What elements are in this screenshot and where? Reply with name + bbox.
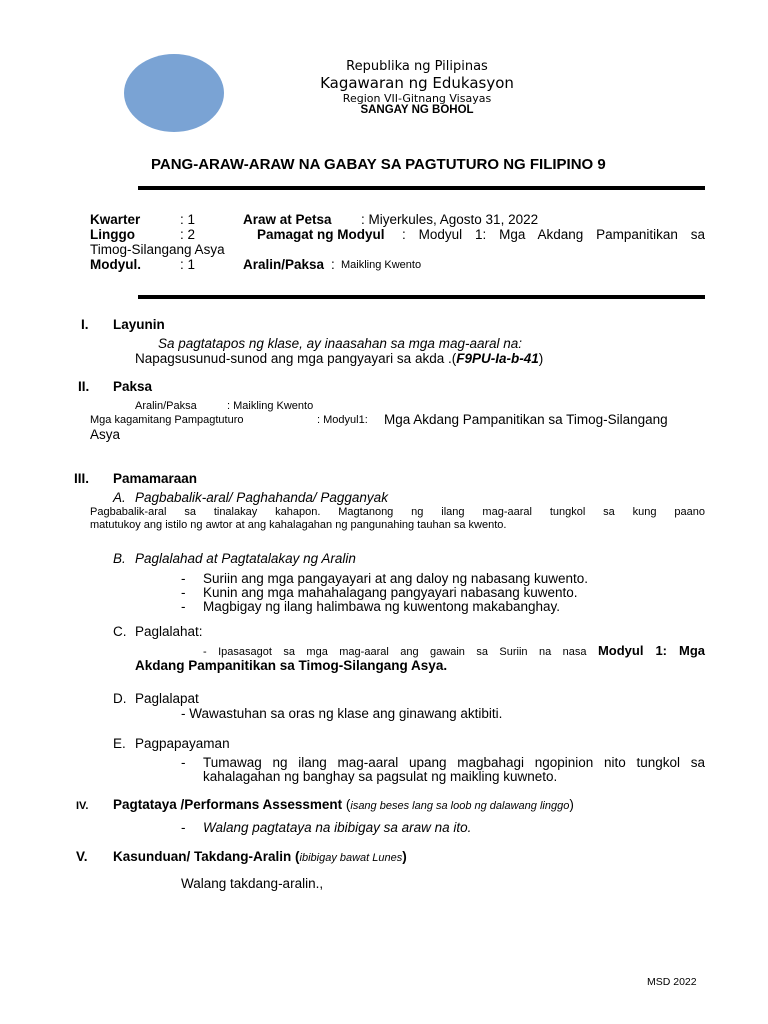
footer-text: MSD 2022 [647,976,697,988]
step-a-title: Pagbabalik-aral/ Paghahanda/ Pagganyak [135,490,388,505]
layunin-text: Napagsusunud-sunod ang mga pangyayari sa akda .( [135,351,457,366]
section-heading-pamamaraan: Pamamaraan [113,471,198,486]
step-a-text-cont: matutukoy ang istilo ng awtor at ang kahalagahan ng pangunahing tauhan sa kwento. [90,519,507,531]
step-d-title: Paglalapat [135,691,199,706]
header-republic: Republika ng Pilipinas [346,59,488,74]
open-paren: ( [345,797,351,812]
step-d-text: - Wawastuhan sa oras ng klase ang ginawang aktibiti. [181,706,503,721]
header-division: SANGAY NG BOHOL [360,104,474,116]
kagamitan-value: Mga Akdang Pampanitikan sa Timog-Silangang [384,412,668,427]
section-number: V. [76,849,88,864]
kagamitan-colon: : Modyul1: [317,414,368,426]
step-b-title: Paglalahad at Pagtatalakay ng Aralin [135,551,356,566]
pagtataya-title: Pagtataya /Performans Assessment [113,797,343,812]
paksa-aralin-value: : Maikling Kwento [227,400,314,412]
kwarter-label: Kwarter [90,212,141,227]
kasunduan-text: Walang takdang-aralin., [181,876,324,891]
bullet-dash: - [181,599,186,614]
aralin-colon: : [331,257,335,272]
list-item: Kunin ang mga mahahalagang pangyayari nabasang kuwento. [203,585,578,600]
list-item: Suriin ang mga pangayayari at ang daloy ng nabasang kuwento. [203,571,589,586]
section-heading-paksa: Paksa [113,379,153,394]
competency-code: F9PU-Ia-b-41 [456,351,539,366]
step-c-module-title: Akdang Pampanitikan sa Timog-Silangang Asya. [135,658,448,673]
layunin-objective [135,351,543,366]
bullet-dash: - [181,820,186,835]
step-e-text: Tumawag ng ilang mag-aaral upang magbahagi ngopinion nito tungkol sa [203,755,705,770]
modyul-label: Modyul. [90,257,141,272]
bullet-dash: - [181,571,186,586]
step-d-label: D. [113,691,127,706]
pamagat-value-cont: Timog-Silangang Asya [90,242,225,257]
section-heading-layunin: Layunin [113,317,165,332]
close-paren: ) [569,797,574,812]
bullet-dash: - [181,585,186,600]
list-item: Magbigay ng ilang halimbawa ng kuwentong makabanghay. [203,599,560,614]
seal-logo [124,54,224,132]
bullet-dash: - [181,755,186,770]
step-c-module-ref: Modyul 1: Mga [597,643,706,658]
header-region: Region VII-Gitnang Visayas [342,92,492,105]
pamagat-value: : Modyul 1: Mga Akdang Pampanitikan sa [402,227,705,242]
step-b-label: B. [113,551,126,566]
paksa-aralin-label: Aralin/Paksa [135,400,197,412]
kwarter-value: : 1 [180,212,196,227]
araw-value: : Miyerkules, Agosto 31, 2022 [361,212,539,227]
section-number: III. [74,471,90,486]
aralin-label: Aralin/Paksa [243,257,325,272]
section-heading-pagtataya [113,797,574,812]
linggo-value: : 2 [180,227,196,242]
layunin-intro: Sa pagtatapos ng klase, ay inaasahan sa mga mag-aaral na: [158,336,522,351]
kagamitan-label: Mga kagamitang Pampagtuturo [90,414,244,426]
section-number: I. [81,317,89,332]
divider [138,186,705,190]
kasunduan-title: Kasunduan/ Takdang-Aralin ( [113,849,300,864]
step-e-text-cont: kahalagahan ng banghay sa pagsulat ng maikling kuwneto. [203,769,558,784]
divider [138,295,705,299]
step-c-label: C. [113,624,127,639]
step-a-label: A. [113,490,126,505]
pamagat-label: Pamagat ng Modyul [257,227,385,242]
step-c-instruction: - Ipasasagot sa mga mag-aaral ang gawain sa Suriin na nasa [203,646,587,658]
header-department: Kagawaran ng Edukasyon [320,74,514,92]
step-c-title: Paglalahat: [135,624,203,639]
kagamitan-value-cont: Asya [90,427,121,442]
section-heading-kasunduan [113,849,407,864]
aralin-value: Maikling Kwento [341,259,422,271]
step-a-text: Pagbabalik-aral sa tinalakay kahapon. Magtanong ng ilang mag-aaral tungkol sa kung paano [90,506,705,518]
close-paren: ) [402,849,407,864]
kasunduan-note: ibibigay bawat Lunes [299,852,403,864]
section-number: IV. [76,800,89,812]
step-e-label: E. [113,736,126,751]
pagtataya-item: Walang pagtataya na ibibigay sa araw na ito. [203,820,472,835]
modyul-value: : 1 [180,257,196,272]
step-e-title: Pagpapayaman [135,736,230,751]
close-paren: ) [538,351,544,366]
araw-label: Araw at Petsa [243,212,332,227]
page-title: PANG-ARAW-ARAW NA GABAY SA PAGTUTURO NG FILIPINO 9 [151,156,606,173]
section-number: II. [78,379,90,394]
pagtataya-note: isang beses lang sa loob ng dalawang linggo [350,800,570,812]
linggo-label: Linggo [90,227,135,242]
